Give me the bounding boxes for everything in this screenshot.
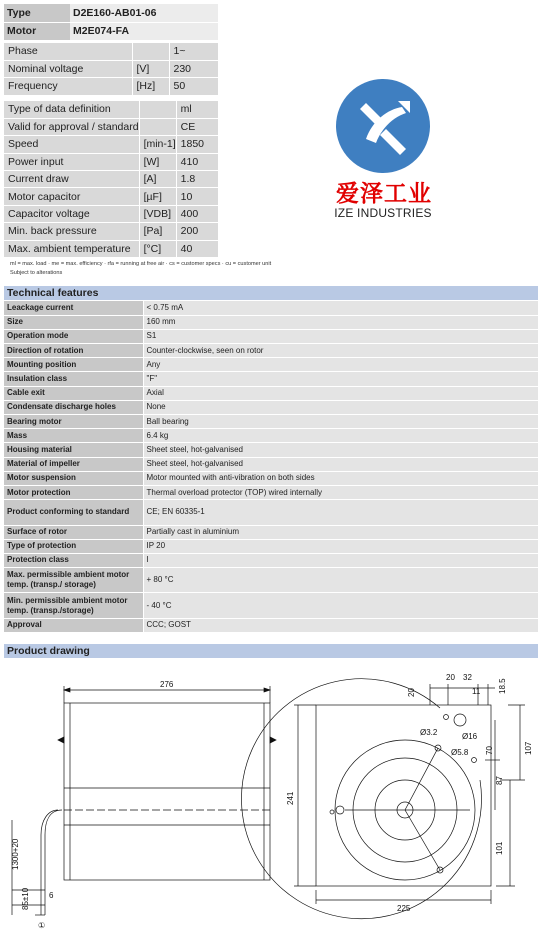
dim-87: 87 <box>495 776 504 785</box>
spec-row <box>4 223 218 240</box>
motor-row <box>4 22 218 40</box>
type-value: D2E160-AB01-06 <box>70 4 218 22</box>
dim-32: 32 <box>463 673 472 682</box>
tech-row <box>4 329 538 343</box>
tech-row <box>4 301 538 315</box>
spec-label: Phase <box>4 43 132 60</box>
spec-unit: [VDB] <box>139 205 176 222</box>
spec-value: 10 <box>176 188 218 205</box>
dim-phi-16: Ø16 <box>462 732 478 741</box>
tech-row <box>4 500 538 525</box>
tech-label: Mass <box>4 429 143 443</box>
electrical-spec-table <box>4 43 218 96</box>
tech-value: Sheet steel, hot-galvanised <box>143 457 538 471</box>
tech-value: IP 20 <box>143 539 538 553</box>
alterations-note: Subject to alterations <box>10 270 63 276</box>
tech-label: Motor protection <box>4 485 143 499</box>
spec-value: 40 <box>176 240 218 257</box>
tech-label: Direction of rotation <box>4 344 143 358</box>
motor-value: M2E074-FA <box>70 22 218 40</box>
dim-11: 11 <box>472 687 481 696</box>
tech-label: Motor suspension <box>4 471 143 485</box>
dim-101: 101 <box>495 841 504 855</box>
tech-value: 160 mm <box>143 315 538 329</box>
dim-cable-85: 85±10 <box>21 887 30 910</box>
tech-row <box>4 525 538 539</box>
dim-width-276: 276 <box>160 680 174 689</box>
abbreviation-footnote: ml = max. load · me = max. efficiency · rfa = running at free air · cs = customer specs · cu = customer unit <box>10 261 272 267</box>
tech-label: Insulation class <box>4 372 143 386</box>
logo-english-name: IZE INDUSTRIES <box>334 206 432 220</box>
tech-row <box>4 471 538 485</box>
dim-width-225: 225 <box>397 904 411 913</box>
spec-row <box>4 171 218 188</box>
spec-value: 230 <box>169 60 218 77</box>
tech-label: Condensate discharge holes <box>4 400 143 414</box>
tech-label: Approval <box>4 618 143 632</box>
tech-value: None <box>143 400 538 414</box>
tech-value: CCC; GOST <box>143 618 538 632</box>
spec-unit: [Pa] <box>139 223 176 240</box>
logo-chinese-name: 爱泽工业 <box>336 181 432 207</box>
tech-row <box>4 415 538 429</box>
spec-unit: [°C] <box>139 240 176 257</box>
dim-18-5: 18.5 <box>498 678 507 694</box>
spec-unit <box>132 43 169 60</box>
housing-outline <box>64 703 270 880</box>
tech-row <box>4 593 538 618</box>
tech-label: Protection class <box>4 553 143 567</box>
spec-value: 1.8 <box>176 171 218 188</box>
dim-20-left: 20 <box>407 688 416 697</box>
tech-value: - 40 °C <box>143 593 538 618</box>
tech-value: Motor mounted with anti-vibration on both sides <box>143 471 538 485</box>
tech-value: Thermal overload protector (TOP) wired internally <box>143 485 538 499</box>
tech-label: Product conforming to standard <box>4 500 143 525</box>
tech-row <box>4 485 538 499</box>
spec-label: Motor capacitor <box>4 188 139 205</box>
spec-row <box>4 78 218 95</box>
spec-label: Valid for approval / standard <box>4 118 139 135</box>
spec-label: Nominal voltage <box>4 60 132 77</box>
dim-phi-5-8: Ø5.8 <box>451 748 469 757</box>
spec-row <box>4 43 218 60</box>
tech-value: + 80 °C <box>143 568 538 593</box>
tech-value: Ball bearing <box>143 415 538 429</box>
spec-unit: [V] <box>132 60 169 77</box>
spec-row <box>4 101 218 118</box>
type-label: Type <box>4 4 70 22</box>
tech-row <box>4 315 538 329</box>
spec-row <box>4 60 218 77</box>
spec-label: Max. ambient temperature <box>4 240 139 257</box>
tech-label: Surface of rotor <box>4 525 143 539</box>
spec-row <box>4 153 218 170</box>
spec-unit: [min-1] <box>139 136 176 153</box>
spec-value: ml <box>176 101 218 118</box>
tech-label: Min. permissible ambient motor temp. (transp./storage) <box>4 593 143 618</box>
spec-unit: [Hz] <box>132 78 169 95</box>
spec-label: Speed <box>4 136 139 153</box>
tech-label: Material of impeller <box>4 457 143 471</box>
product-drawing-heading: Product drawing <box>4 644 538 658</box>
spec-value: 1~ <box>169 43 218 60</box>
spec-value: CE <box>176 118 218 135</box>
tech-row <box>4 358 538 372</box>
tech-label: Type of protection <box>4 539 143 553</box>
front-view <box>241 679 525 919</box>
tech-row <box>4 372 538 386</box>
spec-label: Min. back pressure <box>4 223 139 240</box>
tech-row <box>4 400 538 414</box>
type-table <box>4 4 218 41</box>
spec-row <box>4 205 218 222</box>
tech-row <box>4 553 538 567</box>
dim-20-top: 20 <box>446 673 455 682</box>
tech-label: Mounting position <box>4 358 143 372</box>
tech-value: I <box>143 553 538 567</box>
product-drawing <box>0 660 539 931</box>
technical-features-heading: Technical features <box>4 286 538 300</box>
tech-label: Leackage current <box>4 301 143 315</box>
tech-value: Partially cast in aluminium <box>143 525 538 539</box>
dim-70: 70 <box>485 746 494 755</box>
spec-row <box>4 118 218 135</box>
ize-logo-mark <box>336 79 430 173</box>
spec-value: 400 <box>176 205 218 222</box>
tech-value: 6.4 kg <box>143 429 538 443</box>
technical-features-table <box>4 301 538 633</box>
spec-row <box>4 136 218 153</box>
spec-unit: [W] <box>139 153 176 170</box>
wire-marker: ① <box>38 921 46 930</box>
tech-label: Operation mode <box>4 329 143 343</box>
tech-label: Max. permissible ambient motor temp. (transp./ storage) <box>4 568 143 593</box>
tech-value: CE; EN 60335-1 <box>143 500 538 525</box>
spec-label: Power input <box>4 153 139 170</box>
dim-cable-length: 1300+20 <box>11 838 20 870</box>
tech-value: Axial <box>143 386 538 400</box>
spec-value: 200 <box>176 223 218 240</box>
tech-value: Any <box>143 358 538 372</box>
spec-unit: [A] <box>139 171 176 188</box>
dim-phi-3-2: Ø3.2 <box>420 728 438 737</box>
motor-label: Motor <box>4 22 70 40</box>
spec-unit <box>139 101 176 118</box>
tech-row <box>4 539 538 553</box>
tech-label: Cable exit <box>4 386 143 400</box>
tech-label: Bearing motor <box>4 415 143 429</box>
spec-unit: [µF] <box>139 188 176 205</box>
tech-value: S1 <box>143 329 538 343</box>
tech-value: < 0.75 mA <box>143 301 538 315</box>
spec-value: 1850 <box>176 136 218 153</box>
spec-unit <box>139 118 176 135</box>
spec-row <box>4 240 218 257</box>
tech-value: "F" <box>143 372 538 386</box>
spec-label: Type of data definition <box>4 101 139 118</box>
spec-label: Capacitor voltage <box>4 205 139 222</box>
spec-label: Current draw <box>4 171 139 188</box>
type-row <box>4 4 218 22</box>
ize-logo-icon <box>336 79 430 173</box>
tech-row <box>4 344 538 358</box>
dim-107: 107 <box>524 741 533 755</box>
tech-row <box>4 618 538 632</box>
tech-row <box>4 457 538 471</box>
spec-row <box>4 188 218 205</box>
spec-value: 410 <box>176 153 218 170</box>
side-view <box>12 686 276 915</box>
spec-label: Frequency <box>4 78 132 95</box>
performance-spec-table <box>4 101 218 258</box>
tech-label: Size <box>4 315 143 329</box>
dim-cable-6: 6 <box>49 891 54 900</box>
tech-row <box>4 568 538 593</box>
dim-height-241: 241 <box>286 791 295 805</box>
tech-value: Sheet steel, hot-galvanised <box>143 443 538 457</box>
tech-row <box>4 429 538 443</box>
tech-row <box>4 386 538 400</box>
tech-row <box>4 443 538 457</box>
spec-value: 50 <box>169 78 218 95</box>
tech-value: Counter-clockwise, seen on rotor <box>143 344 538 358</box>
tech-label: Housing material <box>4 443 143 457</box>
